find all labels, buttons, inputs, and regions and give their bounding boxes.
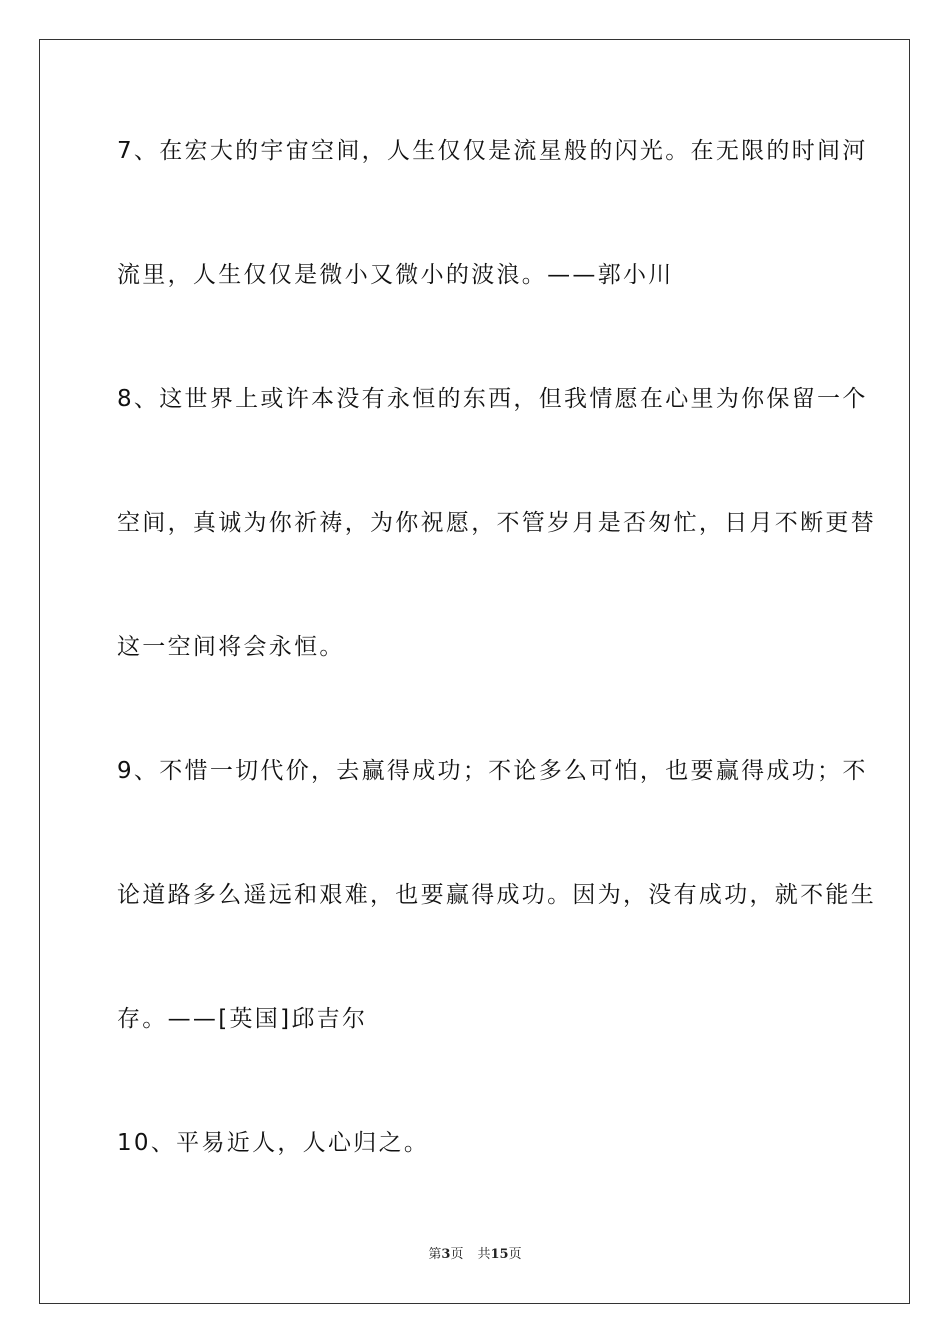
total-prefix: 共	[477, 1247, 491, 1262]
page-prefix: 第	[428, 1247, 442, 1262]
total-pages: 15	[490, 1247, 509, 1262]
text-line: 存。——[英国]邱吉尔	[117, 1006, 368, 1032]
text-line: 10、平易近人，人心归之。	[117, 1130, 430, 1156]
page-number: 3	[441, 1247, 451, 1262]
text-line: 9、不惜一切代价，去赢得成功；不论多么可怕，也要赢得成功；不	[117, 758, 868, 784]
text-line: 流里，人生仅仅是微小又微小的波浪。——郭小川	[117, 262, 674, 288]
page-border	[39, 39, 910, 1304]
text-line: 空间，真诚为你祈祷，为你祝愿，不管岁月是否匆忙，日月不断更替	[117, 510, 876, 536]
page-suffix: 页	[450, 1247, 464, 1262]
total-suffix: 页	[508, 1247, 522, 1262]
text-line: 7、在宏大的宇宙空间，人生仅仅是流星般的闪光。在无限的时间河	[117, 138, 868, 164]
text-line: 8、这世界上或许本没有永恒的东西，但我情愿在心里为你保留一个	[117, 386, 868, 412]
text-line: 这一空间将会永恒。	[117, 634, 345, 660]
page-footer	[0, 1246, 950, 1264]
text-line: 论道路多么遥远和艰难，也要赢得成功。因为，没有成功，就不能生	[117, 882, 876, 908]
